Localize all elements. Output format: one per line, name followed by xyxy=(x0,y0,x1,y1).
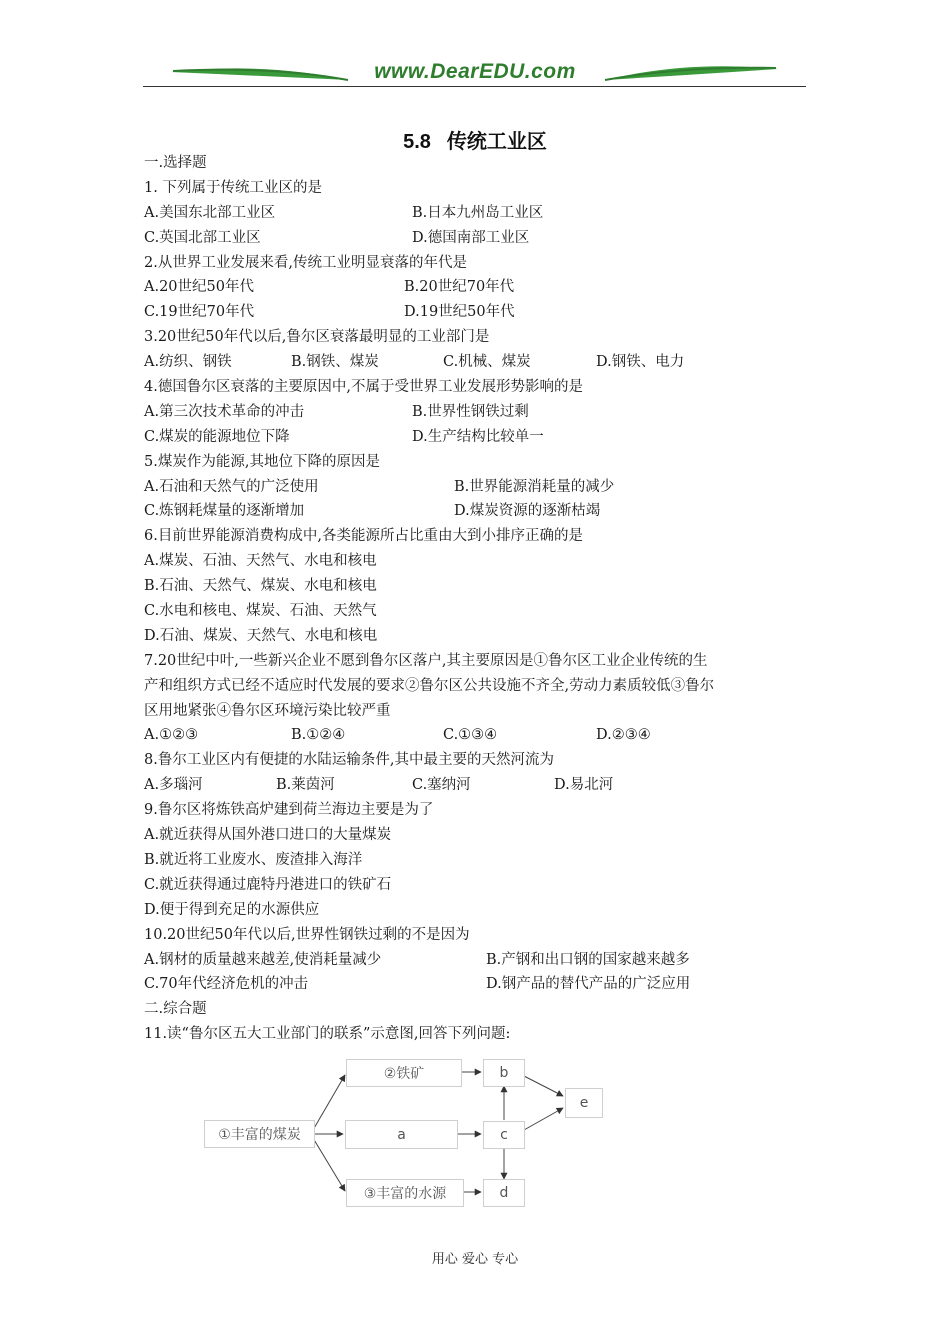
answer-option: D.易北河 xyxy=(554,777,614,794)
answer-option: D.钢铁、电力 xyxy=(596,354,685,371)
text-line: 10.20世纪50年代以后,世界性钢铁过剩的不是因为 xyxy=(144,926,470,943)
node-a-box: a xyxy=(345,1120,458,1149)
option-row xyxy=(144,425,824,450)
text-line: A.煤炭、石油、天然气、水电和核电 xyxy=(144,553,377,570)
answer-option: B.20世纪70年代 xyxy=(404,279,515,296)
text-line: 11.读“鲁尔区五大工业部门的联系”示意图,回答下列问题: xyxy=(144,1026,511,1043)
answer-option: C.塞纳河 xyxy=(412,777,471,794)
text-line: 5.煤炭作为能源,其地位下降的原因是 xyxy=(144,453,380,470)
text-line: B.石油、天然气、煤炭、水电和核电 xyxy=(144,578,377,595)
answer-option: B.莱茵河 xyxy=(276,777,335,794)
option-row xyxy=(144,499,824,524)
node-b-box: b xyxy=(483,1059,525,1087)
industry-diagram xyxy=(200,1058,610,1213)
node-d-box: d xyxy=(483,1179,525,1207)
text-line: 4.德国鲁尔区衰落的主要原因中,不属于受世界工业发展形势影响的是 xyxy=(144,379,583,396)
text-line: 6.目前世界能源消费构成中,各类能源所占比重由大到小排序正确的是 xyxy=(144,528,583,545)
text-line: 9.鲁尔区将炼铁高炉建到荷兰海边主要是为了 xyxy=(144,802,434,819)
coal-box: ①丰富的煤炭 xyxy=(204,1120,315,1148)
answer-option: C.英国北部工业区 xyxy=(144,229,261,246)
option-row xyxy=(144,300,824,325)
answer-option: D.钢产品的替代产品的广泛应用 xyxy=(486,976,691,993)
section-title: 传统工业区 xyxy=(446,131,547,153)
text-line: 区用地紧张④鲁尔区环境污染比较严重 xyxy=(144,702,391,719)
option-row xyxy=(144,773,824,798)
answer-option: C.19世纪70年代 xyxy=(144,304,255,321)
text-line: C.就近获得通过鹿特丹港进口的铁矿石 xyxy=(144,876,392,893)
answer-option: D.煤炭资源的逐渐枯竭 xyxy=(454,503,601,520)
answer-option: A.多瑙河 xyxy=(144,777,203,794)
answer-option: B.日本九州岛工业区 xyxy=(412,204,544,221)
site-logo: www.DearEDU.com xyxy=(374,60,576,83)
answer-option: C.①③④ xyxy=(443,727,498,744)
answer-option: A.①②③ xyxy=(144,727,199,744)
text-line: A.就近获得从国外港口进口的大量煤炭 xyxy=(144,827,392,844)
answer-option: D.生产结构比较单一 xyxy=(412,428,544,445)
answer-option: C.机械、煤炭 xyxy=(443,354,531,371)
answer-option: A.钢材的质量越来越差,使消耗量减少 xyxy=(144,951,382,968)
text-line: 二.综合题 xyxy=(144,1001,207,1018)
text-line: B.就近将工业废水、废渣排入海洋 xyxy=(144,851,363,868)
iron-ore-box: ②铁矿 xyxy=(346,1059,462,1087)
header-rule xyxy=(143,86,806,87)
text-line: 7.20世纪中叶,一些新兴企业不愿到鲁尔区落户,其主要原因是①鲁尔区工业企业传统的生 xyxy=(144,652,708,669)
page-title xyxy=(0,125,950,154)
text-line: 8.鲁尔工业区内有便捷的水陆运输条件,其中最主要的天然河流为 xyxy=(144,752,554,769)
answer-option: B.世界性钢铁过剩 xyxy=(412,403,529,420)
option-row xyxy=(144,350,824,375)
option-row xyxy=(144,475,824,500)
answer-option: D.德国南部工业区 xyxy=(412,229,530,246)
answer-option: A.纺织、钢铁 xyxy=(144,354,232,371)
answer-option: A.第三次技术革命的冲击 xyxy=(144,403,305,420)
answer-option: D.19世纪50年代 xyxy=(404,304,515,321)
answer-option: C.70年代经济危机的冲击 xyxy=(144,976,309,993)
section-number: 5.8 xyxy=(403,131,431,153)
answer-option: B.钢铁、煤炭 xyxy=(291,354,379,371)
text-line: 产和组织方式已经不适应时代发展的要求②鲁尔区公共设施不齐全,劳动力素质较低③鲁尔 xyxy=(144,677,715,694)
option-row xyxy=(144,948,824,973)
option-row xyxy=(144,226,824,251)
text-line: 2.从世界工业发展来看,传统工业明显衰落的年代是 xyxy=(144,254,467,271)
page-footer: 用心 爱心 专心 xyxy=(431,1252,519,1267)
text-line: 一.选择题 xyxy=(144,155,207,171)
answer-option: A.20世纪50年代 xyxy=(144,279,254,296)
node-c-box: c xyxy=(483,1121,525,1149)
option-row xyxy=(144,400,824,425)
option-row xyxy=(144,201,824,226)
answer-option: D.②③④ xyxy=(596,727,651,744)
node-e-box: e xyxy=(565,1088,603,1118)
answer-option: A.美国东北部工业区 xyxy=(144,204,276,221)
question-body xyxy=(144,151,824,1047)
text-line: C.水电和核电、煤炭、石油、天然气 xyxy=(144,603,377,620)
option-row xyxy=(144,972,824,997)
answer-option: B.世界能源消耗量的减少 xyxy=(454,478,615,495)
water-box: ③丰富的水源 xyxy=(346,1179,464,1207)
text-line: 3.20世纪50年代以后,鲁尔区衰落最明显的工业部门是 xyxy=(144,329,490,346)
text-line: 1. 下列属于传统工业区的是 xyxy=(144,179,322,196)
option-row xyxy=(144,723,824,748)
answer-option: C.煤炭的能源地位下降 xyxy=(144,428,290,445)
text-line: D.石油、煤炭、天然气、水电和核电 xyxy=(144,627,378,644)
text-line: D.便于得到充足的水源供应 xyxy=(144,901,320,918)
answer-option: A.石油和天然气的广泛使用 xyxy=(144,478,319,495)
answer-option: B.产钢和出口钢的国家越来越多 xyxy=(486,951,690,968)
option-row xyxy=(144,275,824,300)
answer-option: C.炼钢耗煤量的逐渐增加 xyxy=(144,503,305,520)
page-header xyxy=(143,58,806,92)
answer-option: B.①②④ xyxy=(291,727,346,744)
